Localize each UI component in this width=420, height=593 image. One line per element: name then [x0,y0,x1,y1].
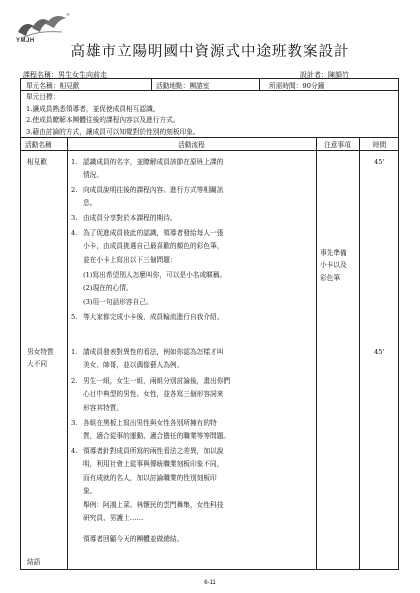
designer: 設計者：陳韻竹 [300,71,349,79]
closing-note: 領導者回顧今天的團體並做總結。 [83,535,184,543]
list-item: 5. 等大家都完成小卡後，成員輪流進行自我介紹。 [71,313,224,321]
time-1: 45' [374,158,385,166]
unit-name: 單元名稱：相見歡 [26,81,80,90]
header-time: 時間 [372,141,387,149]
list-item: 2. 向成員說明往後的課程內容、進行方式等相關訊 息。 [71,186,224,208]
unit-goals [26,92,200,138]
list-item: 1. 請成員發表對異性的看法，例如你認為怎樣才叫 美女、帥哥，並以偶像藝人為例。 [71,348,224,370]
goal-item: 1.讓成員熟悉領導者，並促使成員相互認識。 [26,104,160,113]
note-line: 彩色筆 [320,273,341,282]
list-item: 4. 領導者針對成員所寫的兩性看法之差異，加以說 明，利用社會上從事與傳統職業刻板印象不同， 而有成就的名人，加以討論職業的性別刻板印 象。 舉例：阿鴻上菜、林懷民的雲門舞集，女性科技 研究員、男護士…… [71,447,224,523]
header-activity-flow: 活動流程 [178,141,205,149]
list-item: 3. 由成員分享對於本課程的期待。 [71,214,177,222]
list-item: 4. 為了促進成員彼此的認識，領導者發給每人一張 小卡，由成員挑選自己最喜歡的顏色的彩色筆， 並在小卡上寫出以下三個問題： [71,229,224,264]
note-line: 事先準備 [320,249,347,257]
activity-place: 活動地點：團諮室 [156,81,210,90]
goals-row [21,91,398,138]
activity-name-2: 男女特質 大不同 [27,348,54,369]
table-header-row [21,138,398,151]
page-title: 高雄市立陽明國中資源式中途班教案設計 [70,44,350,60]
required-time: 所需時間：90分鐘 [269,81,325,90]
logo-text: YMJH [16,38,35,44]
list-item: (1)寫出希望別人怎麼叫你，可以是小名或暱稱。 (2)現在的心情。 (3)用一句話形容自己。 [83,271,227,306]
header-notes: 注意事項 [324,141,351,149]
unit-row [21,79,398,91]
header-activity-name: 活動名稱 [25,141,52,149]
goal-item: 2.使成員瞭解本團體往後的課程內容以及進行方式。 [26,116,180,124]
goal-item: 3.藉由討論的方式，讓成員可以知覺對於性別的刻板印象。 [26,127,200,136]
course-name: 課程名稱：男生女生向前走 [23,71,107,79]
list-item: 2. 男生一組，女生一組，兩組分別討論後，畫出你們 心目中典型的男性、女性，並各寫三個形容詞來 形容其特質。 [71,377,231,412]
svg-text:®: ® [66,12,70,17]
goals-heading: 單元目標： [26,93,60,101]
activity-name-3: 結語 [27,558,41,566]
notes-1 [320,247,347,284]
list-item: 1. 認識成員的名字，並瞭解成員該節在原班上課的 情況。 [71,158,224,180]
note-line: 小卡以及 [320,261,347,270]
activity-name-1: 相見歡 [27,158,48,166]
time-2: 45' [374,348,385,356]
list-item: 3. 各組在黑板上寫出男性與女性各別所擁有的特 質，適合從事的運動、適合擔任的職業等等問題。 [71,419,231,441]
page-number: 6-11 [204,580,216,586]
lesson-plan-table [20,78,399,570]
